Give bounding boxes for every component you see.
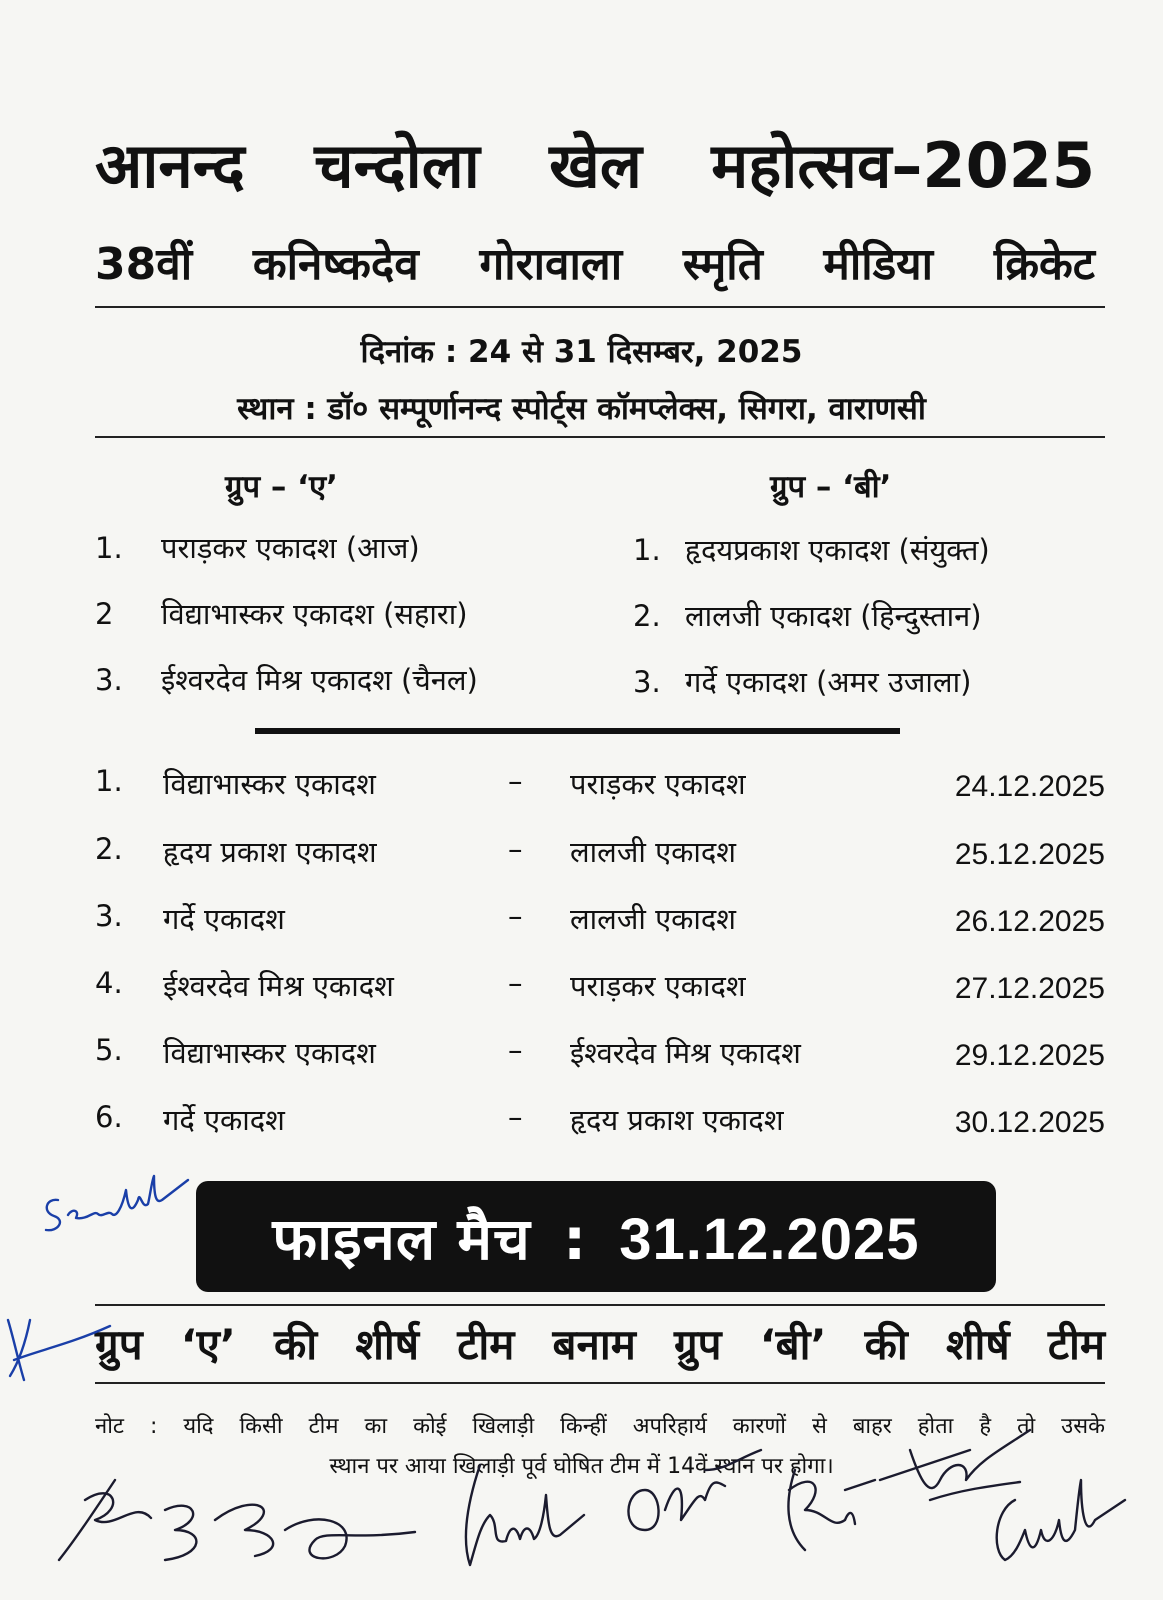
page-subtitle: 38वीं कनिष्कदेव गोरावाला स्मृति मीडिया क्रिकेट: [95, 239, 1095, 290]
team-number: 2: [95, 597, 114, 631]
final-label: फाइनल मैच: [272, 1205, 531, 1273]
final-match-banner: [196, 1181, 996, 1292]
match-team-b: लालजी एकादश: [570, 902, 737, 936]
team-number: 1.: [95, 531, 123, 565]
group-a-team: [95, 660, 478, 699]
schedule-row: [95, 1100, 1105, 1150]
match-vs: –: [508, 899, 523, 933]
schedule-row: [95, 899, 1105, 949]
match-vs: –: [508, 832, 523, 866]
match-team-b: लालजी एकादश: [570, 835, 737, 869]
match-number: 6.: [95, 1100, 123, 1134]
event-venue: स्थान : डॉ० सम्पूर्णानन्द स्पोर्ट्स कॉमप्लेक्स, सिगरा, वाराणसी: [237, 391, 926, 427]
match-date: 26.12.2025: [954, 905, 1105, 938]
match-date: 29.12.2025: [954, 1039, 1105, 1072]
match-date: 25.12.2025: [954, 838, 1105, 871]
match-team-a: गर्दे एकादश: [163, 1103, 285, 1137]
schedule-row: [95, 764, 1105, 814]
note-line-1: नोट : यदि किसी टीम का कोई खिलाड़ी किन्हीं अपरिहार्य कारणों से बाहर होता है तो उसके: [95, 1414, 1105, 1439]
match-number: 3.: [95, 899, 123, 933]
signature-left-margin: [28, 1160, 198, 1240]
team-number: 2.: [633, 599, 661, 633]
divider: [255, 728, 900, 734]
match-team-b: ईश्वरदेव मिश्र एकादश: [570, 1036, 801, 1070]
match-number: 2.: [95, 832, 123, 866]
schedule-row: [95, 832, 1105, 882]
match-team-b: पराड़कर एकादश: [570, 767, 746, 801]
schedule-row: [95, 966, 1105, 1016]
match-vs: –: [508, 966, 523, 1000]
signature-1: [55, 1460, 425, 1580]
team-number: 3.: [633, 665, 661, 699]
group-a-heading: ग्रुप – ‘ए’: [225, 469, 338, 505]
team-name: विद्याभास्कर एकादश (सहारा): [161, 597, 468, 631]
team-number: 1.: [633, 533, 661, 567]
match-team-a: विद्याभास्कर एकादश: [163, 767, 376, 801]
final-match-text: [272, 1197, 919, 1276]
final-date: 31.12.2025: [619, 1207, 920, 1272]
match-date: 27.12.2025: [954, 972, 1105, 1005]
divider: [95, 1382, 1105, 1384]
match-team-a: गर्दे एकादश: [163, 902, 285, 936]
final-separator: :: [562, 1205, 588, 1273]
page-title: आनन्द चन्दोला खेल महोत्सव–2025: [95, 129, 1095, 202]
team-name: हृदयप्रकाश एकादश (संयुक्त): [685, 533, 990, 567]
team-name: ईश्वरदेव मिश्र एकादश (चैनल): [161, 663, 478, 697]
match-vs: –: [508, 1100, 523, 1134]
match-team-b: पराड़कर एकादश: [570, 969, 746, 1003]
match-number: 5.: [95, 1033, 123, 1067]
match-number: 1.: [95, 764, 123, 798]
team-number: 3.: [95, 663, 123, 697]
team-name: गर्दे एकादश (अमर उजाला): [685, 665, 972, 699]
signature-3: [615, 1440, 765, 1550]
final-matchup: ग्रुप ‘ए’ की शीर्ष टीम बनाम ग्रुप ‘बी’ की शीर्ष टीम: [95, 1320, 1105, 1369]
event-date: दिनांक : 24 से 31 दिसम्बर, 2025: [360, 334, 803, 370]
group-a-team: [95, 528, 420, 567]
divider: [95, 306, 1105, 308]
match-team-a: विद्याभास्कर एकादश: [163, 1036, 376, 1070]
team-name: पराड़कर एकादश (आज): [161, 531, 420, 565]
match-team-b: हृदय प्रकाश एकादश: [570, 1103, 784, 1137]
team-name: लालजी एकादश (हिन्दुस्तान): [685, 599, 982, 633]
signature-2: [450, 1455, 590, 1575]
divider: [95, 436, 1105, 438]
signature-left-edge: [0, 1300, 120, 1390]
divider: [95, 1304, 1105, 1306]
match-team-a: हृदय प्रकाश एकादश: [163, 835, 377, 869]
match-number: 4.: [95, 966, 123, 1000]
group-b-heading: ग्रुप – ‘बी’: [770, 469, 892, 505]
group-b-team: [633, 530, 990, 569]
schedule-row: [95, 1033, 1105, 1083]
group-b-team: [633, 662, 971, 701]
match-date: 24.12.2025: [954, 770, 1105, 803]
signature-6: [985, 1460, 1135, 1580]
match-vs: –: [508, 764, 523, 798]
match-team-a: ईश्वरदेव मिश्र एकादश: [163, 969, 394, 1003]
note-line-2: स्थान पर आया खिलाड़ी पूर्व घोषित टीम में 14वें स्थान पर होगा।: [329, 1454, 834, 1479]
match-vs: –: [508, 1033, 523, 1067]
group-a-team: [95, 594, 468, 633]
match-date: 30.12.2025: [954, 1106, 1105, 1139]
signature-4: [775, 1450, 885, 1560]
group-b-team: [633, 596, 982, 635]
